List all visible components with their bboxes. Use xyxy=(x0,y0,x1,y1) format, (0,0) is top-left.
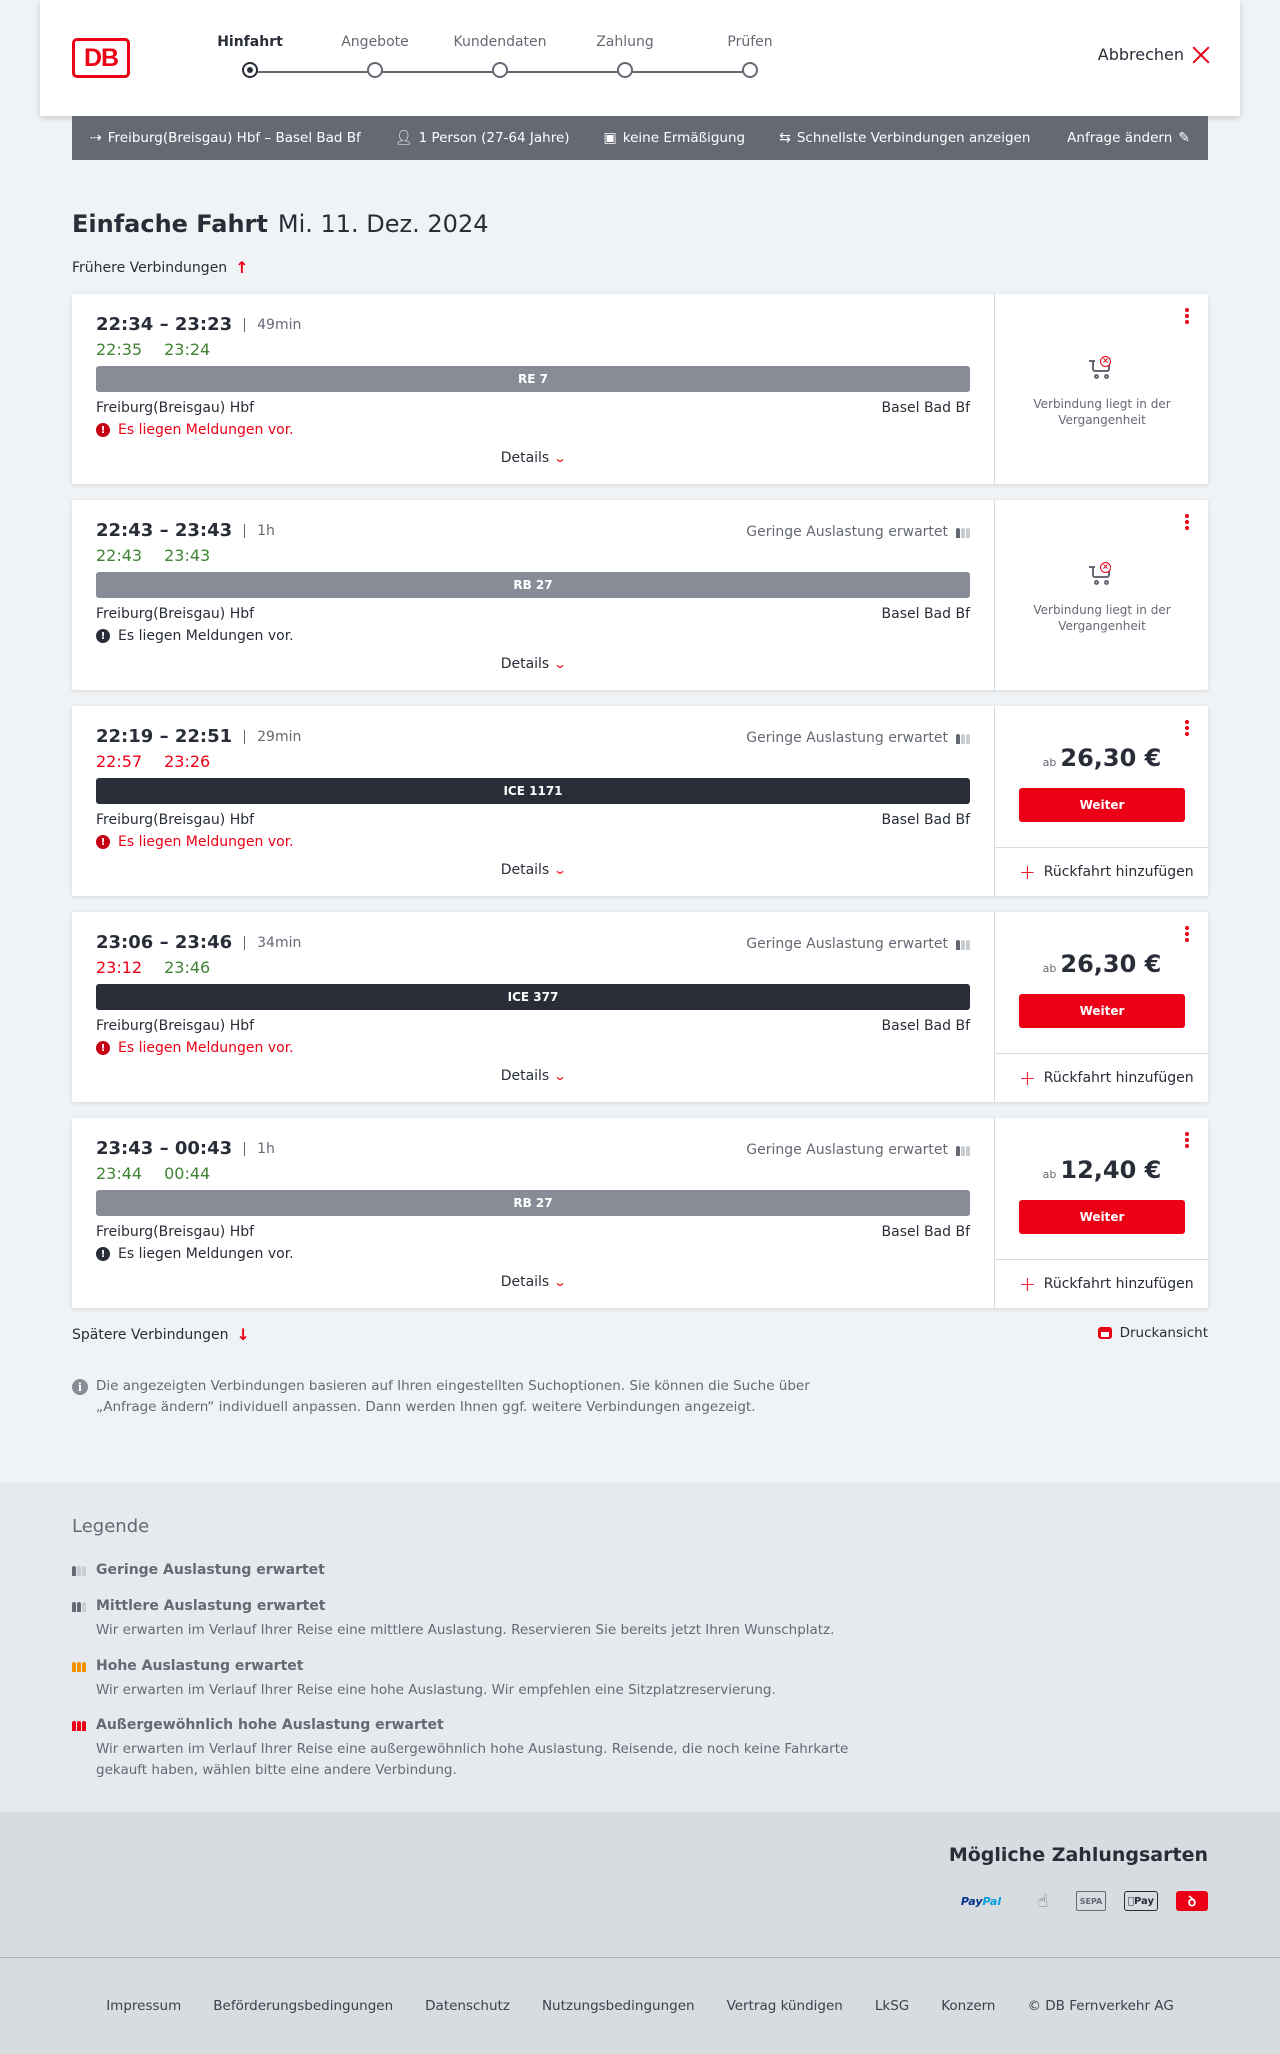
departure-station: Freiburg(Breisgau) Hbf xyxy=(96,400,255,416)
occupancy-text: Geringe Auslastung erwartet xyxy=(746,524,948,540)
step-label: Zahlung xyxy=(596,34,654,50)
duration: 29min xyxy=(244,730,301,744)
continue-button[interactable]: Weiter xyxy=(1019,788,1185,822)
details-toggle[interactable] xyxy=(72,862,994,878)
apple-pay-icon: Pay xyxy=(1124,1891,1158,1911)
realtime-times xyxy=(96,546,210,565)
planned-times xyxy=(96,314,301,335)
filter-icon: ⇆ xyxy=(779,130,791,146)
disruption-message xyxy=(96,1040,294,1056)
add-return-trip-button[interactable] xyxy=(995,1053,1208,1102)
footer-link-vertrag-kuendigen[interactable]: Vertrag kündigen xyxy=(726,1998,843,2014)
step-angebote xyxy=(305,34,445,54)
info-text: Die angezeigten Verbindungen basieren auf Ihren eingestellten Suchoptionen. Sie können die Suche über „Anfrage ändern“ individuell anpassen. Dann werden Ihnen ggf. weitere Verbindungen angezeigt. xyxy=(96,1378,810,1415)
details-label: Details xyxy=(500,656,550,672)
occupancy-mid-icon xyxy=(72,1600,88,1612)
printer-icon xyxy=(1098,1327,1112,1339)
realtime-arrival: 23:46 xyxy=(164,958,211,977)
later-connections-link[interactable] xyxy=(72,1325,250,1344)
occupancy-low-icon xyxy=(72,1564,88,1576)
footer-link-konzern[interactable]: Konzern xyxy=(941,1998,996,2014)
occupancy-info[interactable] xyxy=(746,936,970,952)
footer-link-impressum[interactable]: Impressum xyxy=(106,1998,182,2014)
legend-item-low xyxy=(72,1562,872,1578)
db-logo[interactable]: DB xyxy=(72,38,130,78)
message-text: Es liegen Meldungen vor. xyxy=(118,1040,294,1056)
pencil-icon: ✎ xyxy=(1178,130,1190,146)
footer-link-nutzungsbedingungen[interactable]: Nutzungsbedingungen xyxy=(541,1998,695,2014)
planned-time-text: 22:43 – 23:43 xyxy=(96,520,233,541)
connection-card xyxy=(72,706,1208,896)
planned-times xyxy=(96,932,301,953)
planned-time-text: 23:06 – 23:46 xyxy=(96,932,233,953)
chevron-down-icon: ⌄ xyxy=(553,1275,568,1289)
plus-icon: + xyxy=(1019,1066,1036,1090)
legend-item-high xyxy=(72,1658,872,1701)
arrow-down-icon: ↓ xyxy=(236,1325,250,1344)
copyright: © DB Fernverkehr AG xyxy=(1027,1998,1174,2014)
connection-offer xyxy=(994,294,1208,484)
footer-links xyxy=(0,1998,1280,2014)
legend-item-mid xyxy=(72,1598,872,1641)
train-bar[interactable]: ICE 1171 xyxy=(96,778,970,804)
legend-label: Geringe Auslastung erwartet xyxy=(96,1562,325,1578)
payment-title: Mögliche Zahlungsarten xyxy=(948,1844,1208,1866)
details-label: Details xyxy=(500,450,550,466)
more-options-icon[interactable] xyxy=(1182,720,1192,738)
step-dot xyxy=(617,62,633,78)
arrival-station: Basel Bad Bf xyxy=(881,812,970,828)
planned-time-text: 23:43 – 00:43 xyxy=(96,1138,233,1159)
step-zahlung xyxy=(555,34,695,54)
fastest-toggle[interactable] xyxy=(779,130,1030,146)
earlier-connections-link[interactable] xyxy=(72,258,249,277)
planned-times xyxy=(96,520,275,541)
duration: 34min xyxy=(244,936,301,950)
fastest-text: Schnellste Verbindungen anzeigen xyxy=(796,130,1031,146)
earlier-label: Frühere Verbindungen xyxy=(72,259,228,276)
cancel-label: Abbrechen xyxy=(1097,45,1184,64)
more-options-icon[interactable] xyxy=(1182,308,1192,326)
realtime-departure: 22:35 xyxy=(96,340,143,359)
arrow-up-icon: ↑ xyxy=(235,258,249,277)
trip-date: Mi. 11. Dez. 2024 xyxy=(277,210,489,238)
print-label: Druckansicht xyxy=(1119,1325,1208,1341)
realtime-times xyxy=(96,1164,210,1183)
legend-label: Mittlere Auslastung erwartet xyxy=(96,1598,326,1614)
price-prefix: ab xyxy=(1042,1168,1057,1181)
price xyxy=(995,1156,1209,1184)
step-hinfahrt xyxy=(180,34,320,54)
occupancy-very-high-icon xyxy=(72,1719,88,1731)
more-options-icon[interactable] xyxy=(1182,926,1192,944)
step-label: Hinfahrt xyxy=(217,34,283,50)
occupancy-low-icon xyxy=(956,732,970,744)
page-title xyxy=(72,210,488,238)
alert-icon: ! xyxy=(96,423,110,437)
arrow-right-icon: ⇢ xyxy=(90,130,102,146)
payment-methods xyxy=(0,1812,1280,1957)
header xyxy=(40,0,1240,116)
add-return-trip-button[interactable] xyxy=(995,847,1208,896)
arrival-station: Basel Bad Bf xyxy=(881,400,970,416)
legend-title: Legende xyxy=(72,1516,150,1537)
search-summary-bar xyxy=(72,116,1208,160)
legend-desc: Wir erwarten im Verlauf Ihrer Reise eine außergewöhnlich hohe Auslastung. Reisende, die noch keine Fahrkarte gekauft haben, wählen bitte eine andere Verbindung. xyxy=(96,1741,849,1778)
continue-button[interactable]: Weiter xyxy=(1019,1200,1185,1234)
disruption-message xyxy=(96,834,294,850)
occupancy-text: Geringe Auslastung erwartet xyxy=(746,730,948,746)
later-label: Spätere Verbindungen xyxy=(72,1326,229,1343)
arrival-station: Basel Bad Bf xyxy=(881,1018,970,1034)
legend-label: Hohe Auslastung erwartet xyxy=(96,1658,304,1674)
alert-icon: ! xyxy=(96,1247,110,1261)
connection-main xyxy=(72,500,994,690)
past-connection-notice xyxy=(995,356,1209,428)
details-toggle[interactable] xyxy=(72,656,994,672)
alert-icon: ! xyxy=(96,629,110,643)
occupancy-text: Geringe Auslastung erwartet xyxy=(746,1142,948,1158)
price-value: 26,30 € xyxy=(1060,950,1162,978)
occupancy-info[interactable] xyxy=(746,1142,970,1158)
realtime-departure: 23:44 xyxy=(96,1164,143,1183)
connection-main xyxy=(72,1118,994,1308)
realtime-departure: 22:57 xyxy=(96,752,143,771)
past-text: Verbindung liegt in der Vergangenheit xyxy=(1033,603,1171,633)
realtime-times xyxy=(96,958,210,977)
person-icon: 👤︎ xyxy=(394,130,413,146)
message-text: Es liegen Meldungen vor. xyxy=(118,834,294,850)
route-text: Freiburg(Breisgau) Hbf – Basel Bad Bf xyxy=(107,130,361,146)
return-label: Rückfahrt hinzufügen xyxy=(1043,864,1194,880)
connection-card xyxy=(72,1118,1208,1308)
arrival-station: Basel Bad Bf xyxy=(881,1224,970,1240)
chevron-down-icon: ⌄ xyxy=(553,657,568,671)
departure-station: Freiburg(Breisgau) Hbf xyxy=(96,1018,255,1034)
payment-icons xyxy=(952,1890,1208,1912)
connection-card xyxy=(72,294,1208,484)
occupancy-text: Geringe Auslastung erwartet xyxy=(746,936,948,952)
train-bar[interactable]: RB 27 xyxy=(96,1190,970,1216)
return-label: Rückfahrt hinzufügen xyxy=(1043,1070,1194,1086)
past-text: Verbindung liegt in der Vergangenheit xyxy=(1033,397,1171,427)
occupancy-info[interactable] xyxy=(746,730,970,746)
train-bar[interactable]: RB 27 xyxy=(96,572,970,598)
discount-summary xyxy=(604,130,746,146)
details-label: Details xyxy=(500,862,550,878)
planned-times xyxy=(96,726,301,747)
details-label: Details xyxy=(500,1068,550,1084)
change-request-button[interactable] xyxy=(1067,130,1190,146)
price xyxy=(995,950,1209,978)
bahncard-icon: ▣ xyxy=(603,130,617,146)
trip-type: Einfache Fahrt xyxy=(72,210,268,238)
connection-main xyxy=(72,706,994,896)
more-options-icon[interactable] xyxy=(1182,1132,1192,1150)
details-label: Details xyxy=(500,1274,550,1290)
cart-unavailable-icon: × xyxy=(1089,356,1115,380)
train-bar[interactable]: ICE 377 xyxy=(96,984,970,1010)
progress-steps xyxy=(180,34,820,94)
connection-offer xyxy=(994,1118,1208,1308)
message-text: Es liegen Meldungen vor. xyxy=(118,422,294,438)
departure-station: Freiburg(Breisgau) Hbf xyxy=(96,606,255,622)
price xyxy=(995,744,1209,772)
departure-station: Freiburg(Breisgau) Hbf xyxy=(96,812,255,828)
connection-offer xyxy=(994,912,1208,1102)
plus-icon: + xyxy=(1019,1272,1036,1296)
details-toggle[interactable] xyxy=(72,450,994,466)
realtime-arrival: 23:26 xyxy=(164,752,211,771)
step-dot xyxy=(492,62,508,78)
sepa-icon: SEPA xyxy=(1076,1891,1106,1911)
footer xyxy=(0,1957,1280,2054)
step-pruefen xyxy=(680,34,820,54)
passenger-summary xyxy=(395,130,570,146)
realtime-arrival: 23:43 xyxy=(164,546,211,565)
disruption-message xyxy=(96,1246,294,1262)
step-dot xyxy=(242,62,258,78)
chevron-down-icon: ⌄ xyxy=(553,863,568,877)
step-dot xyxy=(742,62,758,78)
step-label: Angebote xyxy=(341,34,409,50)
price-prefix: ab xyxy=(1042,962,1057,975)
occupancy-high-icon xyxy=(72,1660,88,1672)
connection-main xyxy=(72,294,994,484)
realtime-arrival: 00:44 xyxy=(164,1164,211,1183)
message-text: Es liegen Meldungen vor. xyxy=(118,1246,294,1262)
realtime-times xyxy=(96,340,210,359)
duration: 49min xyxy=(244,318,301,332)
alert-icon: ! xyxy=(96,835,110,849)
step-label: Prüfen xyxy=(727,34,773,50)
price-value: 26,30 € xyxy=(1060,744,1162,772)
duration: 1h xyxy=(244,1142,275,1156)
step-label: Kundendaten xyxy=(453,34,547,50)
alert-icon: ! xyxy=(96,1041,110,1055)
connection-main xyxy=(72,912,994,1102)
realtime-times xyxy=(96,752,210,771)
info-note xyxy=(72,1376,872,1418)
details-toggle[interactable] xyxy=(72,1274,994,1290)
footer-link-befoerderungsbedingungen[interactable]: Beförderungsbedingungen xyxy=(213,1998,394,2014)
details-toggle[interactable] xyxy=(72,1068,994,1084)
realtime-arrival: 23:24 xyxy=(164,340,211,359)
close-icon xyxy=(1192,46,1210,64)
legend xyxy=(0,1482,1280,1812)
legend-item-very-high xyxy=(72,1717,872,1781)
add-return-trip-button[interactable] xyxy=(995,1259,1208,1308)
train-bar[interactable]: RE 7 xyxy=(96,366,970,392)
occupancy-low-icon xyxy=(956,1144,970,1156)
return-label: Rückfahrt hinzufügen xyxy=(1043,1276,1194,1292)
passenger-text: 1 Person (27-64 Jahre) xyxy=(418,130,570,146)
print-view-link[interactable] xyxy=(1098,1325,1208,1341)
db-pay-icon: ꝺ xyxy=(1176,1891,1208,1911)
connection-card xyxy=(72,912,1208,1102)
continue-button[interactable]: Weiter xyxy=(1019,994,1185,1028)
realtime-departure: 22:43 xyxy=(96,546,143,565)
direct-debit-hand-icon: ☝ xyxy=(1037,1890,1049,1912)
planned-time-text: 22:34 – 23:23 xyxy=(96,314,233,335)
step-dot xyxy=(367,62,383,78)
price-prefix: ab xyxy=(1042,756,1057,769)
realtime-departure: 23:12 xyxy=(96,958,143,977)
cart-unavailable-icon: × xyxy=(1089,562,1115,586)
connection-offer xyxy=(994,500,1208,690)
plus-icon: + xyxy=(1019,860,1036,884)
route-summary xyxy=(90,130,361,146)
occupancy-low-icon xyxy=(956,938,970,950)
disruption-message xyxy=(96,628,294,644)
planned-time-text: 22:19 – 22:51 xyxy=(96,726,233,747)
chevron-down-icon: ⌄ xyxy=(553,451,568,465)
discount-text: keine Ermäßigung xyxy=(622,130,746,146)
duration: 1h xyxy=(244,524,275,538)
occupancy-low-icon xyxy=(956,526,970,538)
planned-times xyxy=(96,1138,275,1159)
legend-desc: Wir erwarten im Verlauf Ihrer Reise eine hohe Auslastung. Wir empfehlen eine Sitzplatzreservierung. xyxy=(96,1682,776,1698)
arrival-station: Basel Bad Bf xyxy=(881,606,970,622)
connection-offer xyxy=(994,706,1208,896)
legend-label: Außergewöhnlich hohe Auslastung erwartet xyxy=(96,1717,444,1733)
step-kundendaten xyxy=(430,34,570,54)
footer-link-datenschutz[interactable]: Datenschutz xyxy=(425,1998,510,2014)
departure-station: Freiburg(Breisgau) Hbf xyxy=(96,1224,255,1240)
price-value: 12,40 € xyxy=(1060,1156,1162,1184)
connection-card xyxy=(72,500,1208,690)
info-icon: i xyxy=(72,1379,88,1395)
more-options-icon[interactable] xyxy=(1182,514,1192,532)
occupancy-info[interactable] xyxy=(746,524,970,540)
past-connection-notice xyxy=(995,562,1209,634)
paypal-icon: Pay Pal xyxy=(960,1894,1002,1908)
disruption-message xyxy=(96,422,294,438)
legend-desc: Wir erwarten im Verlauf Ihrer Reise eine mittlere Auslastung. Reservieren Sie bereits jetzt Ihren Wunschplatz. xyxy=(96,1622,835,1638)
footer-link-lksg[interactable]: LkSG xyxy=(874,1998,910,2014)
message-text: Es liegen Meldungen vor. xyxy=(118,628,294,644)
change-request-label: Anfrage ändern xyxy=(1067,130,1173,146)
cancel-button[interactable] xyxy=(1098,45,1210,64)
chevron-down-icon: ⌄ xyxy=(553,1069,568,1083)
